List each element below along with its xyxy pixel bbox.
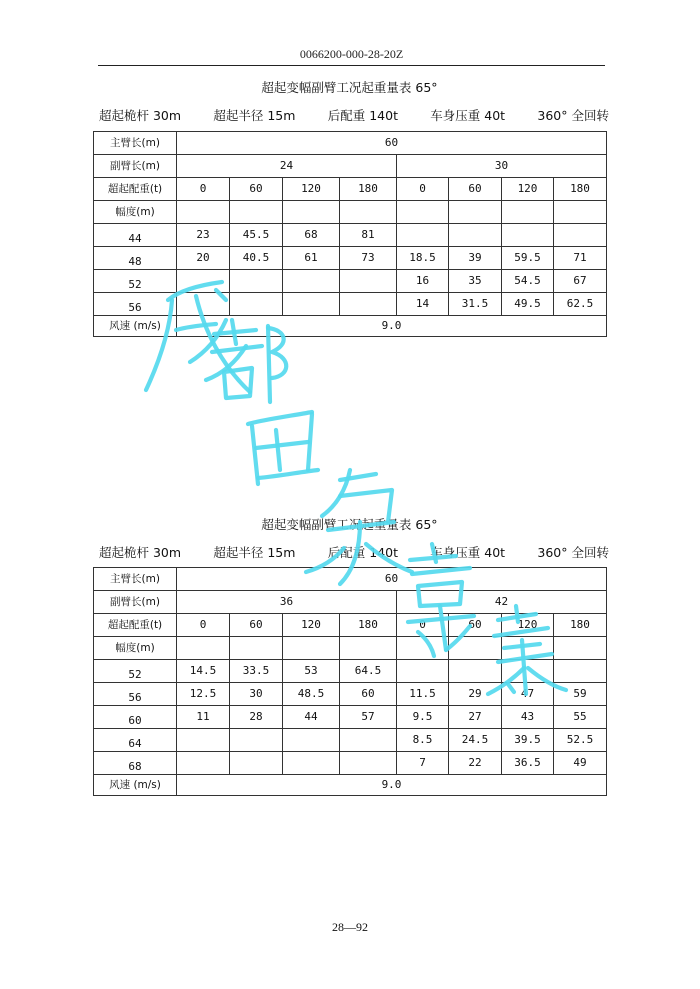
counterweight-cell: 120 [283,614,340,637]
capacity-cell: 29 [449,683,502,706]
counterweight-cell: 120 [502,614,554,637]
capacity-cell [230,293,283,316]
capacity-cell [449,224,502,247]
capacity-cell: 43 [502,706,554,729]
capacity-cell: 30 [230,683,283,706]
operating-conditions [99,543,609,561]
capacity-cell [230,752,283,775]
capacity-cell [554,224,607,247]
capacity-cell: 11.5 [397,683,449,706]
capacity-cell: 9.5 [397,706,449,729]
load-chart-table [93,567,607,796]
load-chart-table [93,131,607,337]
radius-cell: 52 [94,270,177,293]
table-row [94,660,607,683]
radius-cell: 64 [94,729,177,752]
radius-cell: 48 [94,247,177,270]
capacity-cell: 59.5 [502,247,554,270]
capacity-cell: 31.5 [449,293,502,316]
radius-cell: 60 [94,706,177,729]
capacity-cell: 59 [554,683,607,706]
counterweight-cell: 120 [502,178,554,201]
capacity-cell: 16 [397,270,449,293]
wind-speed-value: 9.0 [177,316,607,337]
capacity-cell [283,729,340,752]
capacity-cell: 35 [449,270,502,293]
capacity-cell: 60 [340,683,397,706]
counterweight-cell: 60 [230,614,283,637]
param-superlift-radius: 超起半径 15m [213,545,296,560]
capacity-cell [340,270,397,293]
main-boom-length-value: 60 [177,132,607,155]
table-row [94,224,607,247]
capacity-cell [397,660,449,683]
jib-length-value: 42 [397,591,607,614]
wind-speed-value: 9.0 [177,775,607,796]
param-superlift-mast: 超起桅杆 30m [99,545,182,560]
param-carbody-weight: 车身压重 40t [430,108,506,123]
radius-cell: 68 [94,752,177,775]
jib-length-label: 副臂长(m) [94,155,177,178]
capacity-cell: 54.5 [502,270,554,293]
counterweight-cell: 180 [340,614,397,637]
capacity-cell: 14 [397,293,449,316]
param-slewing: 360° 全回转 [537,545,609,560]
capacity-cell: 7 [397,752,449,775]
capacity-cell: 39 [449,247,502,270]
capacity-cell [177,270,230,293]
capacity-cell: 55 [554,706,607,729]
param-slewing: 360° 全回转 [537,108,609,123]
param-rear-counterweight: 后配重 140t [327,545,398,560]
capacity-cell [283,293,340,316]
watermark-glyph-3 [248,412,318,484]
capacity-cell [283,270,340,293]
capacity-cell: 8.5 [397,729,449,752]
counterweight-cell: 180 [554,178,607,201]
capacity-cell: 61 [283,247,340,270]
counterweight-cell: 0 [397,178,449,201]
capacity-cell [340,729,397,752]
capacity-cell: 53 [283,660,340,683]
capacity-cell: 49.5 [502,293,554,316]
param-superlift-mast: 超起桅杆 30m [99,108,182,123]
capacity-cell [449,660,502,683]
capacity-cell: 24.5 [449,729,502,752]
table-row [94,683,607,706]
jib-length-value: 36 [177,591,397,614]
table-row [94,270,607,293]
page-number: 28—92 [332,920,368,934]
capacity-cell [177,729,230,752]
capacity-cell: 18.5 [397,247,449,270]
counterweight-cell: 60 [449,178,502,201]
capacity-cell: 23 [177,224,230,247]
capacity-cell: 39.5 [502,729,554,752]
radius-cell: 56 [94,293,177,316]
counterweight-cell: 180 [554,614,607,637]
counterweight-cell: 0 [177,614,230,637]
superlift-counterweight-label: 超起配重(t) [94,178,177,201]
jib-length-label: 副臂长(m) [94,591,177,614]
header-rule [98,65,605,66]
capacity-cell [340,293,397,316]
table-row [94,706,607,729]
table-row [94,729,607,752]
counterweight-cell: 0 [177,178,230,201]
capacity-cell: 71 [554,247,607,270]
radius-label: 幅度(m) [94,637,177,660]
counterweight-cell: 60 [449,614,502,637]
wind-speed-label: 风速 (m/s) [94,316,177,337]
operating-conditions [99,106,609,124]
capacity-cell [230,270,283,293]
capacity-cell: 49 [554,752,607,775]
main-boom-length-value: 60 [177,568,607,591]
table-row [94,247,607,270]
radius-cell: 56 [94,683,177,706]
capacity-cell [502,224,554,247]
capacity-cell [554,660,607,683]
document-number: 0066200-000-28-20Z [299,47,404,61]
superlift-counterweight-label: 超起配重(t) [94,614,177,637]
capacity-cell: 33.5 [230,660,283,683]
capacity-cell: 57 [340,706,397,729]
capacity-cell: 28 [230,706,283,729]
param-superlift-radius: 超起半径 15m [213,108,296,123]
table-row [94,752,607,775]
radius-cell: 52 [94,660,177,683]
capacity-cell: 12.5 [177,683,230,706]
capacity-cell [502,660,554,683]
jib-length-value: 30 [397,155,607,178]
param-carbody-weight: 车身压重 40t [430,545,506,560]
capacity-cell: 20 [177,247,230,270]
capacity-cell: 73 [340,247,397,270]
capacity-cell [177,293,230,316]
radius-label: 幅度(m) [94,201,177,224]
capacity-cell: 44 [283,706,340,729]
capacity-cell: 62.5 [554,293,607,316]
table-row [94,293,607,316]
capacity-cell: 40.5 [230,247,283,270]
counterweight-cell: 0 [397,614,449,637]
param-rear-counterweight: 后配重 140t [327,108,398,123]
counterweight-cell: 60 [230,178,283,201]
main-boom-length-label: 主臂长(m) [94,132,177,155]
capacity-cell: 22 [449,752,502,775]
table-title: 超起变幅副臂工况起重量表 65° [261,517,438,532]
capacity-cell [397,224,449,247]
capacity-cell: 14.5 [177,660,230,683]
capacity-cell: 45.5 [230,224,283,247]
capacity-cell: 27 [449,706,502,729]
table-title: 超起变幅副臂工况起重量表 65° [261,80,438,95]
counterweight-cell: 120 [283,178,340,201]
capacity-cell: 52.5 [554,729,607,752]
capacity-cell: 48.5 [283,683,340,706]
capacity-cell [230,729,283,752]
capacity-cell: 81 [340,224,397,247]
capacity-cell: 36.5 [502,752,554,775]
capacity-cell: 68 [283,224,340,247]
capacity-cell [177,752,230,775]
capacity-cell: 47 [502,683,554,706]
capacity-cell [283,752,340,775]
capacity-cell: 67 [554,270,607,293]
counterweight-cell: 180 [340,178,397,201]
main-boom-length-label: 主臂长(m) [94,568,177,591]
capacity-cell [340,752,397,775]
jib-length-value: 24 [177,155,397,178]
wind-speed-label: 风速 (m/s) [94,775,177,796]
capacity-cell: 11 [177,706,230,729]
capacity-cell: 64.5 [340,660,397,683]
radius-cell: 44 [94,224,177,247]
